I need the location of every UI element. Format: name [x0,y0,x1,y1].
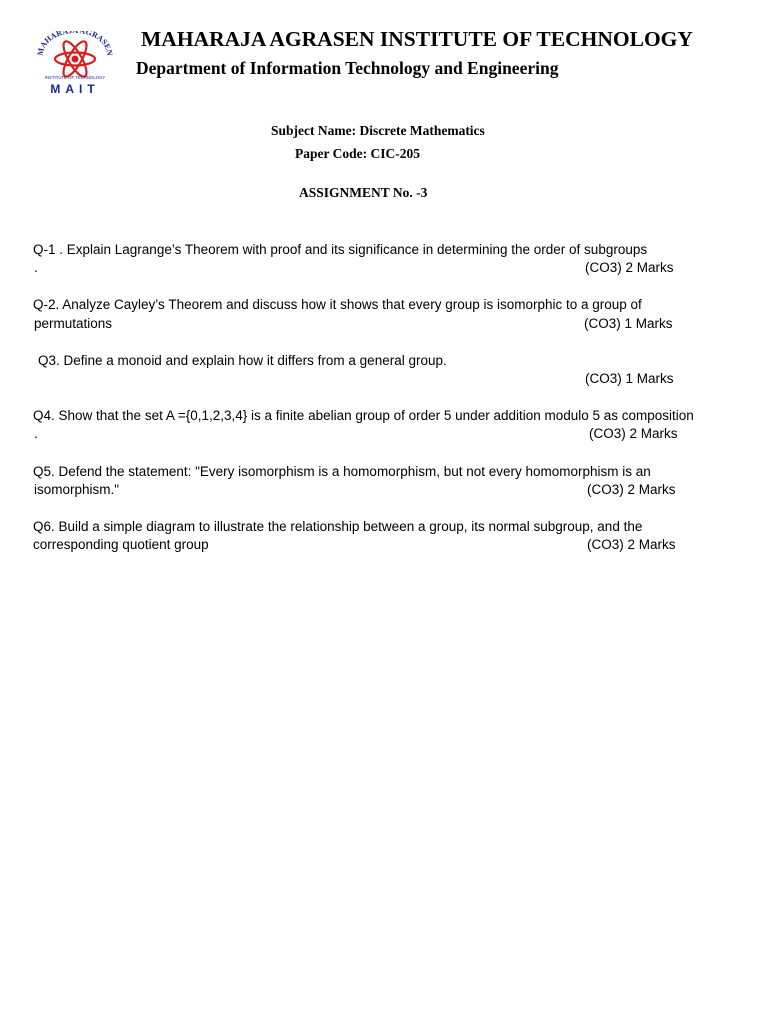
logo-emblem-icon [33,31,117,97]
question-text-continued: . [34,426,38,441]
institute-name: MAHARAJA AGRASEN INSTITUTE OF TECHNOLOGY [141,27,693,51]
logo-arc-text: MAHARA AGRASEN [35,31,115,57]
question-text: Q-1 . Explain Lagrange’s Theorem with proof and its significance in determining the order of subgroups [33,242,648,257]
question-marks: (CO3) 2 Marks [587,537,676,552]
question-text: Q-2. Analyze Cayley’s Theorem and discuss how it shows that every group is isomorphic to a group of [33,297,642,312]
question-text: Q6. Build a simple diagram to illustrate the relationship between a group, its normal subgroup, and the [33,519,643,534]
question-text-continued: corresponding quotient group [33,537,209,552]
question-text-continued: isomorphism." [34,482,120,497]
institute-logo [33,31,117,97]
question-marks: (CO3) 2 Marks [587,482,676,497]
question-marks: (CO3) 1 Marks [585,371,674,386]
paper-code: Paper Code: CIC-205 [295,146,420,161]
subject-name: Subject Name: Discrete Mathematics [271,123,485,138]
logo-sub-text: INSTITUTE OF TECHNOLOGY [44,75,106,80]
question-text: Q5. Defend the statement: "Every isomorphism is a homomorphism, but not every homomorphism is an [33,464,651,479]
question-text-continued: . [34,260,38,275]
question-text: Q3. Define a monoid and explain how it differs from a general group. [38,353,447,368]
assignment-title: ASSIGNMENT No. -3 [299,185,428,200]
question-marks: (CO3) 1 Marks [584,316,673,331]
question-text: Q4. Show that the set A ={0,1,2,3,4} is a finite abelian group of order 5 under addition modulo 5 as composition [33,408,694,423]
question-text-continued: permutations [34,316,113,331]
department-name: Department of Information Technology and Engineering [136,58,559,78]
logo-acronym: MAIT [50,82,100,96]
question-marks: (CO3) 2 Marks [585,260,674,275]
question-marks: (CO3) 2 Marks [589,426,678,441]
